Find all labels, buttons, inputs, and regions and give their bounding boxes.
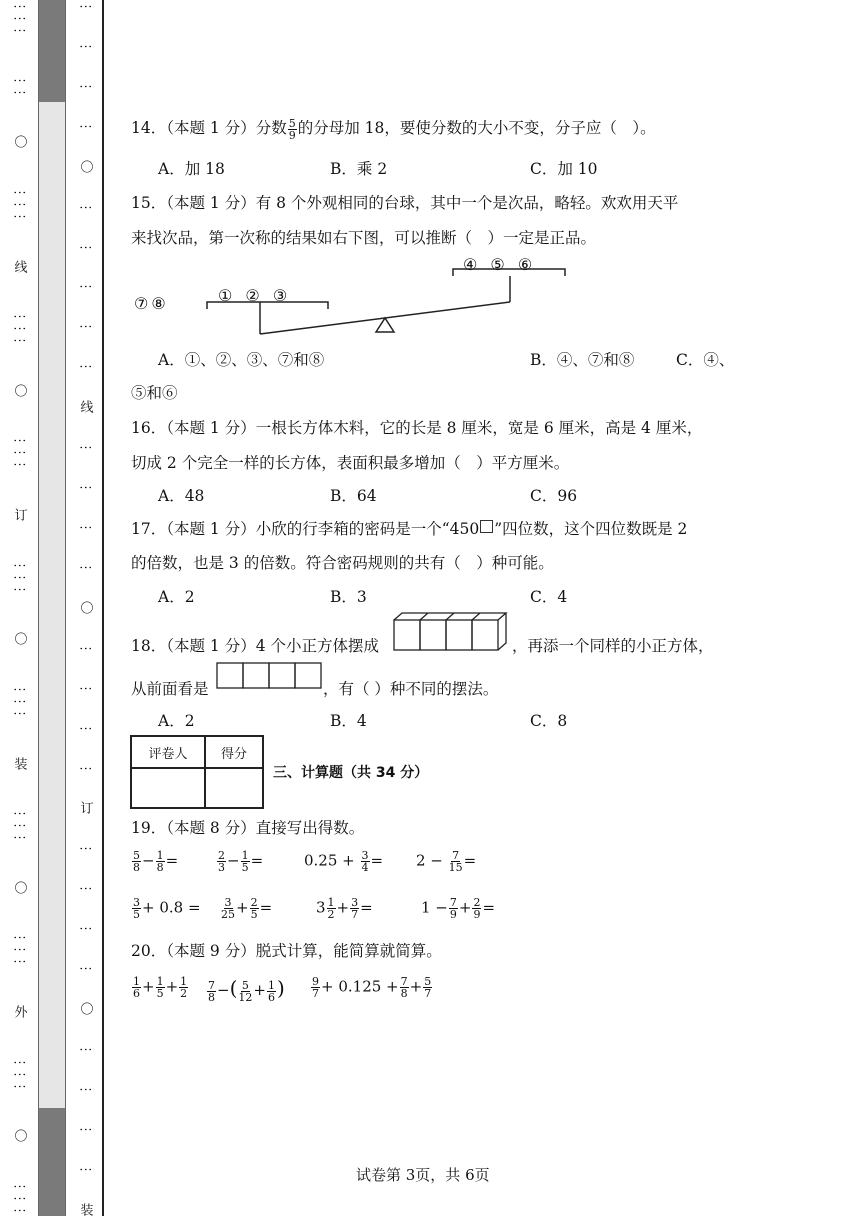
question-17-line2: 的倍数，也是 3 的倍数。符合密码规则的共有（ ）种可能。 [131,554,554,572]
front-view-figure [216,662,322,690]
inner-circle: 〇 [77,159,93,173]
q17-option-b: B．3 [330,588,367,606]
inner-dotted-column: ⋮ ⋮ ⋮ ⋮ 〇 ⋮ ⋮ ⋮ ⋮ ⋮ 线 ⋮ ⋮ ⋮ ⋮ 〇 ⋮ ⋮ ⋮ ⋮ 订 ⋮ ⋮ ⋮ ⋮ 〇 ⋮ ⋮ ⋮ ⋮ 装 [77,0,93,1216]
q16-option-b: B．64 [330,487,377,505]
outer-dotted-column: ⋮⋮⋮ ⋮⋮ 〇 ⋮⋮⋮ 线 ⋮⋮⋮ 〇 ⋮⋮⋮ 订 ⋮⋮⋮ 〇 ⋮⋮⋮ 装 ⋮⋮⋮ 〇 ⋮⋮⋮ 外 ⋮⋮⋮ 〇 ⋮⋮⋮ [11,0,27,1216]
question-14: 14．（本题 1 分）分数 $\frac{5}{9}$ 的分母加 18，要使分数的大小不变，分子应（ ）。 [131,116,656,142]
q14-option-c: C．加 10 [530,160,598,178]
outer-circle: 〇 [11,135,27,149]
expr-5-8-minus-1-8: $\frac{5}{8}$ − $\frac{1}{8}$ = [133,849,179,874]
outer-label-zhuang: 装 [11,756,27,770]
q15-option-c-wrap: ⑤和⑥ [131,384,178,402]
page-footer: 试卷第 3页，共 6页 [356,1166,490,1184]
grader-header: 评卷人 [131,736,205,768]
question-18-line1-a: 18．（本题 1 分）4 个小正方体摆成 [131,637,379,655]
question-18-line1-b: ，再添一个同样的小正方体， [512,637,714,655]
question-15-line1: 15．（本题 1 分）有 8 个外观相同的台球，其中一个是次品，略轻。欢欢用天平 [131,194,679,212]
inner-label-ding: 订 [77,801,93,815]
expr-025-plus-3-4: 0.25 + $\frac{3}{4}$ = [304,849,384,874]
question-20-title: 20．（本题 9 分）脱式计算，能简算就简算。 [131,942,442,960]
q17-option-c: C．4 [530,588,568,606]
q15-option-a: A．①、②、③、⑦和⑧ [158,351,325,369]
outer-label-wai: 外 [11,1005,27,1018]
q15-option-b: B．④、⑦和⑧ [530,351,635,369]
expr-9-7-plus-0125: $\frac{9}{7}$ + 0.125 + $\frac{7}{8}$ + $\frac{5}{7}$ [312,975,432,1000]
score-box [130,735,264,809]
binding-gray-strip [38,0,66,1216]
inner-label-xian: 线 [77,400,93,414]
expr-3-1-2-plus-3-7: 3 $\frac{1}{2}$ + $\frac{3}{7}$ = [316,896,373,921]
expr-3-25-plus-2-5: $\frac{3}{25}$ + $\frac{2}{5}$ = [221,896,273,921]
q14-option-b: B．乘 2 [330,160,388,178]
outer-label-xian: 线 [11,259,27,273]
section-3-title: 三、计算题（共 34 分） [273,765,429,781]
expr-2-minus-7-15: 2 − $\frac{7}{15}$ = [416,849,477,874]
expr-7-8-minus-paren: $\frac{7}{8}$ −( $\frac{5}{12}$ + $\frac{1}{6}$ ) [208,976,285,1004]
balance-scale-figure [130,252,580,338]
q17-option-a: A．2 [158,588,195,606]
question-19-title: 19．（本题 8 分）直接写出得数。 [131,819,365,837]
q18-option-c: C．8 [530,712,568,730]
expr-2-3-minus-1-5: $\frac{2}{3}$ − $\frac{1}{5}$ = [218,849,264,874]
cube-row-figure [393,612,511,652]
q14-option-a: A．加 18 [158,160,225,178]
q16-option-c: C．96 [530,487,578,505]
fraction-5-9: $\frac{5}{9}$ [288,116,296,142]
question-15-line2: 来找次品，第一次称的结果如右下图，可以推断（ ）一定是正品。 [131,229,597,247]
grader-cell[interactable] [131,768,205,808]
question-17-line1: 17．（本题 1 分）小欣的行李箱的密码是一个“450 ”四位数，这个四位数既是 2 [131,520,688,538]
q18-option-b: B．4 [330,712,367,730]
q18-option-a: A．2 [158,712,195,730]
binding-right-line [102,0,104,1216]
inner-label-zhuang: 装 [77,1202,93,1216]
expr-1-minus-7-9-plus-2-9: 1 − $\frac{7}{9}$ + $\frac{2}{9}$ = [421,896,496,921]
left-pan-balls: ① ② ③ [218,286,292,305]
right-pan-balls: ④ ⑤ ⑥ [463,255,537,274]
side-balls: ⑦⑧ [134,294,169,313]
blank-box [480,520,493,533]
score-cell[interactable] [205,768,263,808]
question-18-line2-a: 从前面看是 [131,680,209,698]
question-16-line2: 切成 2 个完全一样的长方体，表面积最多增加（ ）平方厘米。 [131,454,570,472]
q16-option-a: A．48 [158,487,205,505]
q15-option-c: C．④、 [676,351,735,369]
score-header: 得分 [205,736,263,768]
outer-label-ding: 订 [11,508,27,521]
question-16-line1: 16．（本题 1 分）一根长方体木料，它的长是 8 厘米，宽是 6 厘米，高是 4 厘米， [131,419,703,437]
question-18-line2-b: ，有（ ）种不同的摆法。 [323,680,499,698]
expr-3-5-plus-08: $\frac{3}{5}$ + 0.8 = [133,896,201,921]
expr-1-6-plus-1-5-plus-1-2: $\frac{1}{6}$ + $\frac{1}{5}$ + $\frac{1}{2}$ [133,975,188,1000]
